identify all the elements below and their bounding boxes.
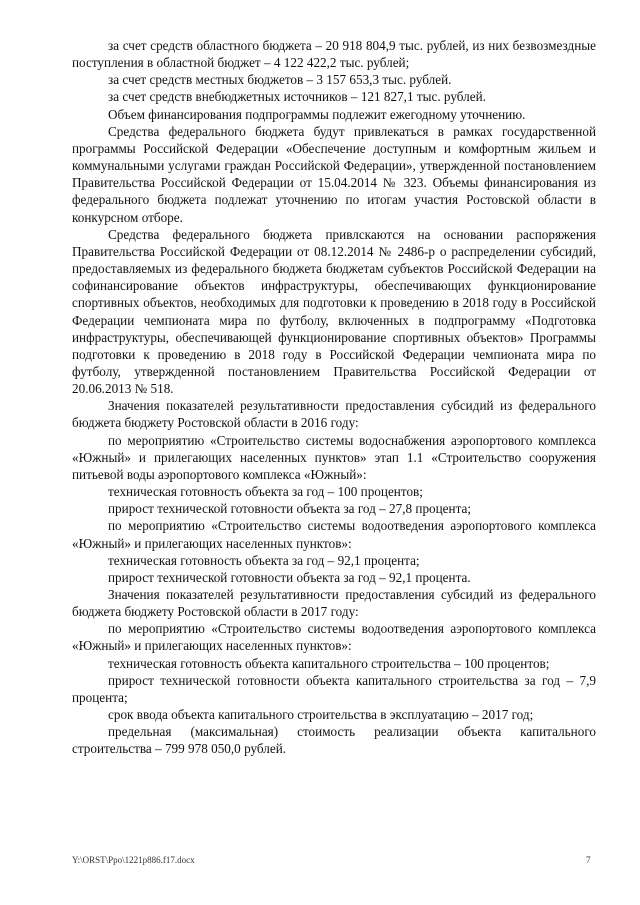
paragraph-drainage-measure-2016: по мероприятию «Строительство системы водоотведения аэропортового комплекса «Южный» и прилегающих населенных пунктов»: — [72, 518, 596, 551]
paragraph-regional-budget: за счет средств областного бюджета – 20 918 804,9 тыс. рублей, из них безвозмездные поступления в областной бюджет – 4 122 422,2 тыс. рублей; — [72, 38, 596, 71]
paragraph-federal-program: Средства федерального бюджета будут привлекаться в рамках государственной программы Российской Федерации «Обеспечение доступным и комфортным жильем и коммунальными услугами граждан Российской Федерации», утвержденной постановлением Правительства Российской Федерации от 15.04.2014 № 323. Объемы финансирования из федерального бюджета подлежат уточнению по итогам участия Ростовской области в конкурсном отборе. — [72, 123, 596, 225]
footer-file-path: Y:\ORST\Ppo\1221p886.f17.docx — [72, 855, 195, 865]
document-body — [72, 37, 596, 758]
paragraph-capital-readiness-gain: прирост технической готовности объекта капитального строительства за год – 7,9 процента; — [72, 672, 596, 705]
paragraph-local-budgets: за счет средств местных бюджетов – 3 157 653,3 тыс. рублей. — [108, 72, 452, 88]
paragraph-readiness-100: техническая готовность объекта за год – 100 процентов; — [108, 484, 423, 500]
paragraph-readiness-gain-27-8: прирост технической готовности объекта за год – 27,8 процента; — [108, 501, 472, 517]
paragraph-annual-clarification: Объем финансирования подпрограммы подлежит ежегодному уточнению. — [108, 106, 526, 122]
paragraph-readiness-92-1: техническая готовность объекта за год – 92,1 процента; — [108, 552, 420, 568]
paragraph-readiness-gain-92-1: прирост технической готовности объекта за год – 92,1 процента. — [108, 569, 471, 585]
page-number: 7 — [586, 855, 591, 865]
paragraph-extrabudgetary: за счет средств внебюджетных источников – 121 827,1 тыс. рублей. — [108, 89, 486, 105]
paragraph-indicators-2017: Значения показателей результативности предоставления субсидий из федерального бюджета бюджету Ростовской области в 2017 году: — [72, 587, 596, 620]
paragraph-drainage-measure-2017: по мероприятию «Строительство системы водоотведения аэропортового комплекса «Южный» и прилегающих населенных пунктов»: — [72, 621, 596, 654]
paragraph-capital-readiness: техническая готовность объекта капитального строительства – 100 процентов; — [108, 655, 550, 671]
paragraph-commissioning-date: срок ввода объекта капитального строительства в эксплуатацию – 2017 год; — [108, 707, 534, 723]
paragraph-max-cost: предельная (максимальная) стоимость реализации объекта капитального строительства – 799 978 050,0 рублей. — [72, 724, 596, 757]
paragraph-water-supply-measure: по мероприятию «Строительство системы водоснабжения аэропортового комплекса «Южный» и прилегающих населенных пунктов» этап 1.1 «Строительство сооружения питьевой воды аэропортового комплекса «Южный»: — [72, 432, 596, 482]
paragraph-federal-order: Средства федерального бюджета привлскаются на основании распоряжения Правительства Российской Федерации от 08.12.2014 № 2486-р о распределении субсидий, предоставляемых из федерального бюджета бюджетам субъектов Российской Федерации на софинансирование объектов инфраструктуры, обеспечивающих функционирование спортивных объектов, необходимых для подготовки к проведению в 2018 году в Российской Федерации чемпионата мира по футболу, включенных в подпрограмму «Подготовка инфраструктуры, обеспечивающей функционирование спортивных объектов» Программы подготовки к проведению в 2018 году в Российской Федерации чемпионата мира по футболу, утвержденной постановлением Правительства Российской Федерации от 20.06.2013 № 518. — [72, 226, 596, 397]
paragraph-indicators-2016: Значения показателей результативности предоставления субсидий из федерального бюджета бюджету Ростовской области в 2016 году: — [72, 398, 596, 431]
